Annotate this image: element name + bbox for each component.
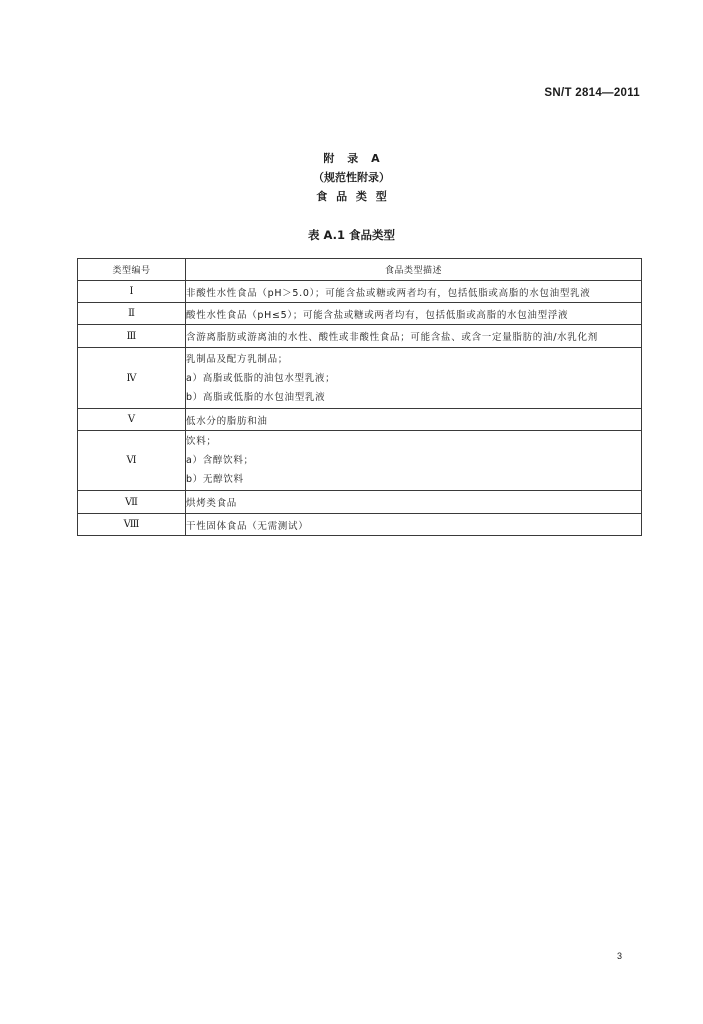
description-line: b）无醇饮料 xyxy=(186,474,244,485)
type-description xyxy=(186,281,642,303)
description-line: a）高脂或低脂的油包水型乳液； xyxy=(186,372,336,384)
description-line: 酸性水性食品（pH≤5）；可能含盐或糖或两者均有，包括低脂或高脂的水包油型浮液 xyxy=(186,309,569,321)
type-code: Ⅵ xyxy=(78,431,186,491)
description-line: 干性固体食品（无需测试） xyxy=(186,520,309,532)
type-description xyxy=(186,325,642,348)
type-code: Ⅲ xyxy=(78,325,186,348)
table-row xyxy=(78,491,642,514)
type-description xyxy=(186,303,642,325)
table-row xyxy=(78,325,642,348)
food-type-table xyxy=(77,258,642,536)
appendix-title: 附 录 A xyxy=(323,152,380,165)
appendix-name: 食 品 类 型 xyxy=(316,190,387,203)
table-caption: 表 A.1 食品类型 xyxy=(308,228,395,242)
type-description xyxy=(186,514,642,536)
column-header-description: 食品类型描述 xyxy=(186,259,642,281)
column-header-code: 类型编号 xyxy=(78,259,186,281)
type-code: Ⅱ xyxy=(78,303,186,325)
table-row xyxy=(78,281,642,303)
table-row xyxy=(78,348,642,409)
type-description xyxy=(186,431,642,491)
standard-code: SN/T 2814—2011 xyxy=(544,87,640,99)
description-line: 乳制品及配方乳制品； xyxy=(186,353,289,365)
type-description xyxy=(186,491,642,514)
type-description xyxy=(186,348,642,409)
description-line: a）含醇饮料； xyxy=(186,455,254,466)
table-row xyxy=(78,514,642,536)
table-row xyxy=(78,431,642,491)
type-description xyxy=(186,409,642,431)
type-code: Ⅶ xyxy=(78,491,186,514)
description-line: 饮料； xyxy=(186,436,217,447)
type-code: Ⅳ xyxy=(78,348,186,409)
table-header-row xyxy=(78,259,642,281)
type-code: Ⅴ xyxy=(78,409,186,431)
type-code: Ⅰ xyxy=(78,281,186,303)
description-line: 低水分的脂肪和油 xyxy=(186,415,268,427)
page-number: 3 xyxy=(617,951,623,961)
description-line: b）高脂或低脂的水包油型乳液 xyxy=(186,391,326,403)
description-line: 含游离脂肪或游离油的水性、酸性或非酸性食品；可能含盐、或含一定量脂肪的油/水乳化剂 xyxy=(186,332,598,343)
table-row xyxy=(78,303,642,325)
table-row xyxy=(78,409,642,431)
appendix-subtitle: （规范性附录） xyxy=(313,171,390,184)
description-line: 非酸性水性食品（pH＞5.0）；可能含盐或糖或两者均有，包括低脂或高脂的水包油型乳液 xyxy=(186,287,591,299)
description-line: 烘烤类食品 xyxy=(186,498,238,509)
type-code: Ⅷ xyxy=(78,514,186,536)
